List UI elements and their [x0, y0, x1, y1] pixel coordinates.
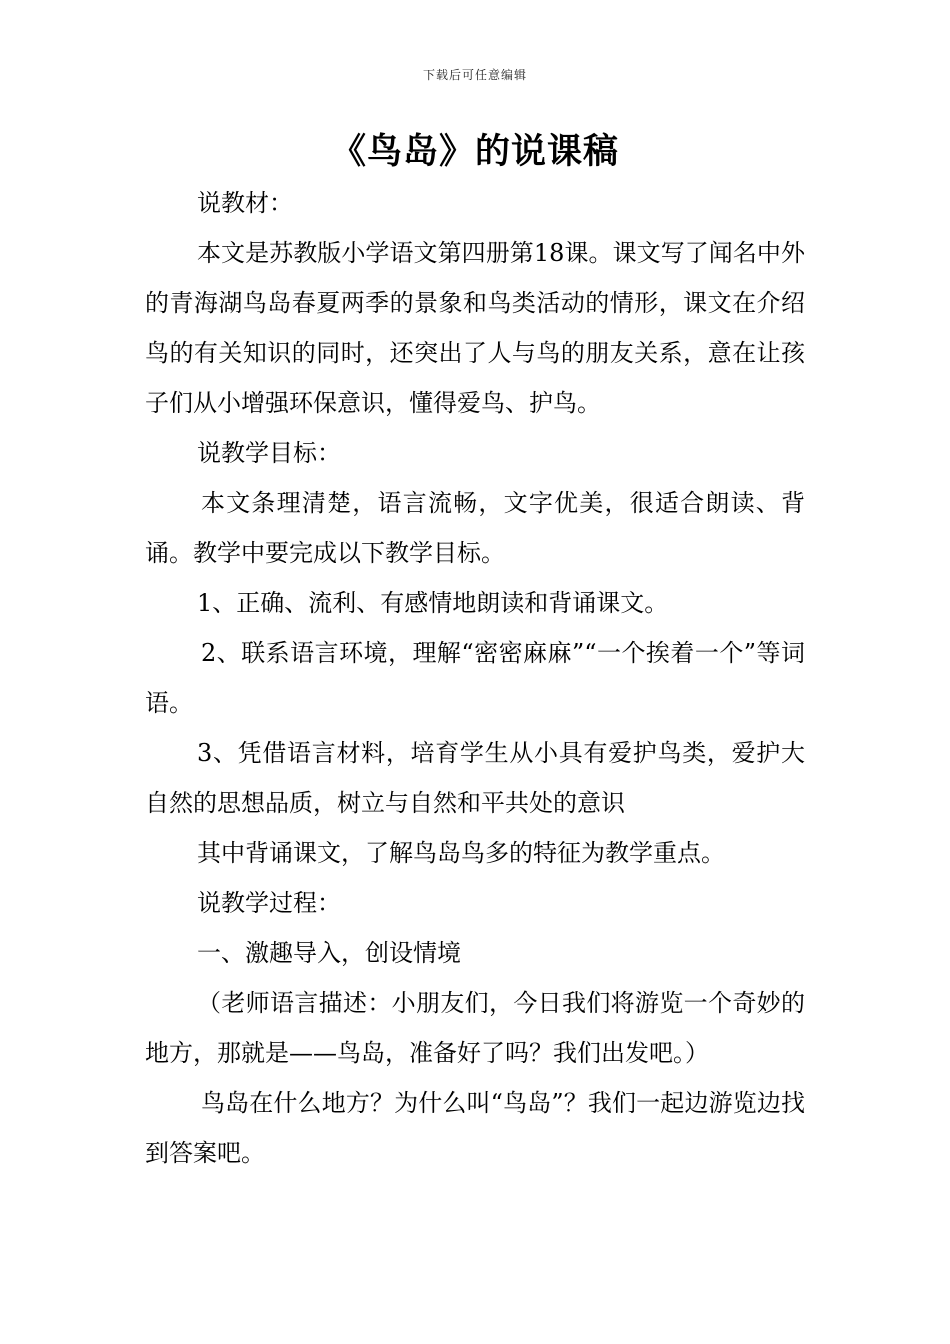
document-body	[145, 178, 805, 1178]
paragraph-teacher-description: （老师语言描述：小朋友们，今日我们将游览一个奇妙的地方，那就是——鸟岛，准备好了吗？我们出发吧。）	[145, 989, 805, 1067]
paragraph-objectives-intro: 本文条理清楚，语言流畅，文字优美，很适合朗读、背诵。教学中要完成以下教学目标。	[145, 489, 805, 567]
document-title: 《鸟岛》的说课稿	[330, 132, 619, 172]
paragraph-key-points: 其中背诵课文，了解鸟岛鸟多的特征为教学重点。	[197, 839, 725, 867]
process-step-1-heading: 一、激趣导入，创设情境	[197, 939, 461, 967]
section-heading-process: 说教学过程：	[197, 889, 341, 917]
objective-item-2: 2、联系语言环境，理解“密密麻麻”“一个挨着一个”等词语。	[145, 639, 805, 717]
section-heading-materials: 说教材：	[197, 189, 293, 217]
objective-item-3: 3、凭借语言材料，培育学生从小具有爱护鸟类，爱护大自然的思想品质，树立与自然和平共处的意识	[145, 739, 805, 817]
paragraph-questions: 鸟岛在什么地方？为什么叫“鸟岛”？我们一起边游览边找到答案吧。	[145, 1089, 805, 1167]
paragraph-materials: 本文是苏教版小学语文第四册第18课。课文写了闻名中外的青海湖鸟岛春夏两季的景象和鸟类活动的情形，课文在介绍鸟的有关知识的同时，还突出了人与鸟的朋友关系，意在让孩子们从小增强环保意识，懂得爱鸟、护鸟。	[145, 239, 805, 417]
section-heading-objectives: 说教学目标：	[197, 439, 341, 467]
objective-item-1: 1、正确、流利、有感情地朗读和背诵课文。	[197, 589, 669, 617]
header-note: 下载后可任意编辑	[422, 68, 527, 82]
